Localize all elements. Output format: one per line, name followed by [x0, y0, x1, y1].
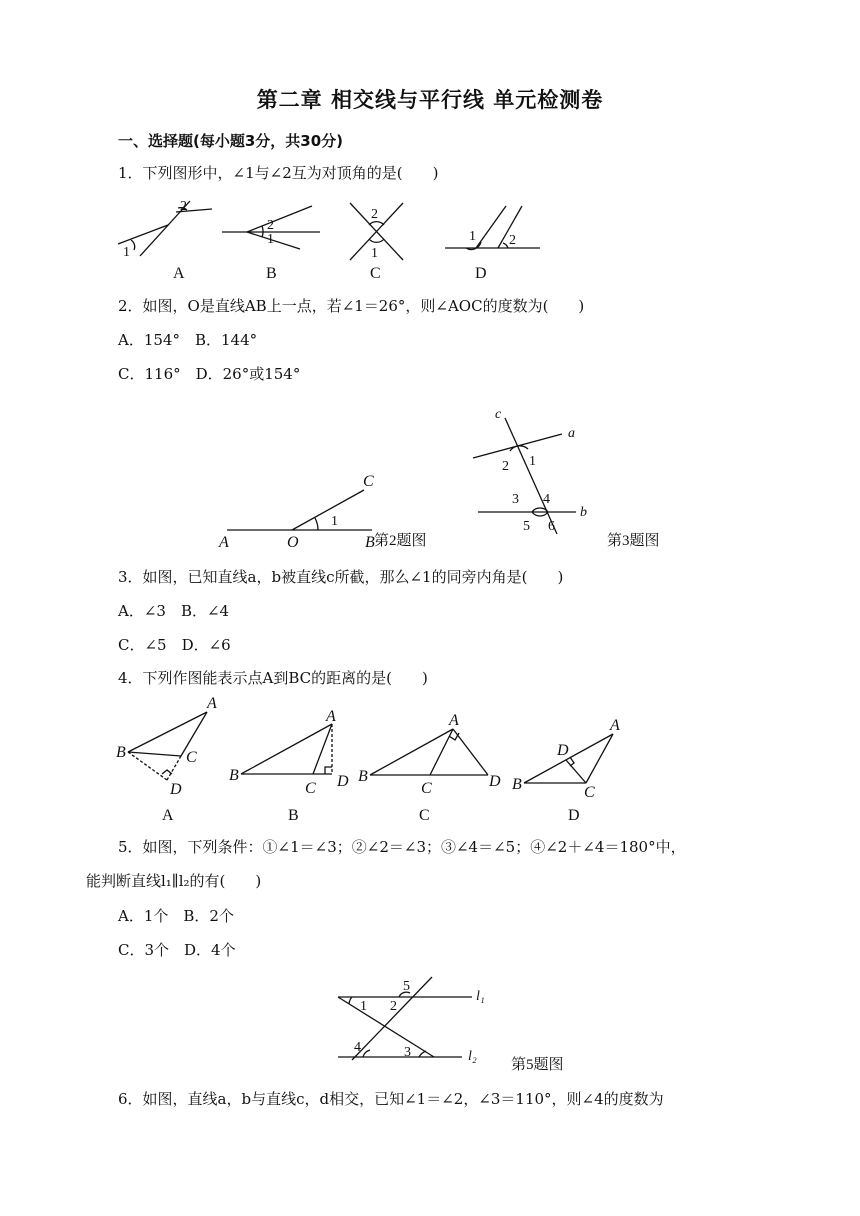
- question-2-options-row2: C．116° D．26°或154°: [118, 365, 301, 383]
- q4-d-letter: D: [568, 807, 580, 824]
- question-3-options-row2: C．∠5 D．∠6: [118, 636, 231, 654]
- q2-point-c: C: [363, 473, 374, 490]
- question-1-stem: 1．下列图形中，∠1与∠2互为对顶角的是( ): [118, 164, 439, 182]
- q4-fig-d: [524, 734, 613, 783]
- q4-fig-b: [241, 724, 332, 774]
- q4-d-point-a: A: [610, 717, 620, 734]
- q3-angle-4: 4: [543, 492, 550, 507]
- q1-fig-a: [118, 201, 212, 256]
- q4-b-letter: B: [288, 807, 299, 824]
- question-5-options-row1: A．1个 B．2个: [118, 907, 234, 925]
- question-6-stem: 6．如图，直线a，b与直线c，d相交，已知∠1＝∠2，∠3＝110°，则∠4的度数为: [118, 1090, 664, 1108]
- q4-b-point-a: A: [326, 708, 336, 725]
- q5-angle-4: 4: [354, 1040, 361, 1055]
- q4-b-point-b: B: [229, 767, 239, 784]
- q3-line-b: b: [580, 505, 587, 520]
- q1-a-angle2: 2: [180, 199, 187, 214]
- q5-line-l1: l₁: [476, 989, 485, 1004]
- q3-line-a: a: [568, 426, 575, 441]
- q5-caption: 第5题图: [511, 1057, 564, 1073]
- q3-angle-1: 1: [529, 454, 536, 469]
- q4-a-letter: A: [162, 807, 174, 824]
- question-5-stem-line1: 5．如图，下列条件：①∠1＝∠3；②∠2＝∠3；③∠4＝∠5；④∠2＋∠4＝180°中，: [118, 838, 686, 856]
- q4-a-point-c: C: [186, 749, 197, 766]
- question-2-options-row1: A．154° B．144°: [118, 331, 258, 349]
- q2-angle-1: 1: [331, 514, 338, 529]
- question-2-stem: 2．如图，O是直线AB上一点，若∠1＝26°，则∠AOC的度数为( ): [118, 297, 585, 315]
- page-title: 第二章 相交线与平行线 单元检测卷: [256, 88, 604, 112]
- q4-c-point-d: D: [489, 773, 501, 790]
- q5-angle-5: 5: [403, 979, 410, 994]
- q4-b-point-d: D: [337, 773, 349, 790]
- q4-c-letter: C: [419, 807, 430, 824]
- q3-angle-5: 5: [523, 519, 530, 534]
- q1-fig-d: [445, 206, 540, 250]
- question-5-options-row2: C．3个 D．4个: [118, 941, 236, 959]
- q4-c-point-a: A: [449, 712, 459, 729]
- q3-line-c: c: [495, 407, 502, 422]
- q1-c-angle2: 2: [371, 207, 378, 222]
- q2-point-b: B: [365, 534, 375, 551]
- q3-angle-6: 6: [548, 519, 555, 534]
- q3-figure: [473, 418, 576, 534]
- q4-a-point-a: A: [207, 695, 217, 712]
- q1-fig-c: [350, 203, 403, 260]
- section-heading: 一、选择题(每小题3分，共30分): [118, 132, 344, 150]
- q1-b-letter: B: [266, 265, 277, 282]
- q4-fig-a: [128, 712, 207, 780]
- q4-c-point-c: C: [421, 780, 432, 797]
- q4-d-point-b: B: [512, 776, 522, 793]
- question-4-stem: 4．下列作图能表示点A到BC的距离的是( ): [118, 669, 428, 687]
- q4-d-point-c: C: [584, 784, 595, 801]
- q1-d-angle2: 2: [509, 233, 516, 248]
- q1-d-angle1: 1: [469, 229, 476, 244]
- q2-caption: 第2题图: [374, 533, 427, 549]
- q3-caption: 第3题图: [607, 533, 660, 549]
- q1-a-letter: A: [173, 265, 185, 282]
- q4-a-point-d: D: [170, 781, 182, 798]
- q1-b-angle1: 1: [267, 232, 274, 247]
- q5-angle-1: 1: [360, 999, 367, 1014]
- question-3-stem: 3．如图，已知直线a，b被直线c所截，那么∠1的同旁内角是( ): [118, 568, 564, 586]
- q2-point-a: A: [219, 534, 229, 551]
- q1-d-letter: D: [475, 265, 487, 282]
- q5-angle-3: 3: [404, 1045, 411, 1060]
- q5-line-l2: l₂: [468, 1049, 477, 1064]
- q1-c-letter: C: [370, 265, 381, 282]
- q3-angle-2: 2: [502, 459, 509, 474]
- question-5-stem-line2: 能判断直线l₁∥l₂的有( ): [86, 872, 262, 890]
- q1-a-angle1: 1: [123, 245, 130, 260]
- q4-c-point-b: B: [358, 768, 368, 785]
- q1-fig-b: [222, 206, 320, 249]
- q1-c-angle1: 1: [371, 246, 378, 261]
- q3-angle-3: 3: [512, 492, 519, 507]
- question-3-options-row1: A．∠3 B．∠4: [118, 602, 230, 620]
- q4-a-point-b: B: [116, 744, 126, 761]
- q5-angle-2: 2: [390, 999, 397, 1014]
- q2-point-o: O: [287, 534, 299, 551]
- q4-d-point-d: D: [557, 742, 569, 759]
- q4-b-point-c: C: [305, 780, 316, 797]
- q4-fig-c: [370, 729, 488, 775]
- q1-b-angle2: 2: [267, 218, 274, 233]
